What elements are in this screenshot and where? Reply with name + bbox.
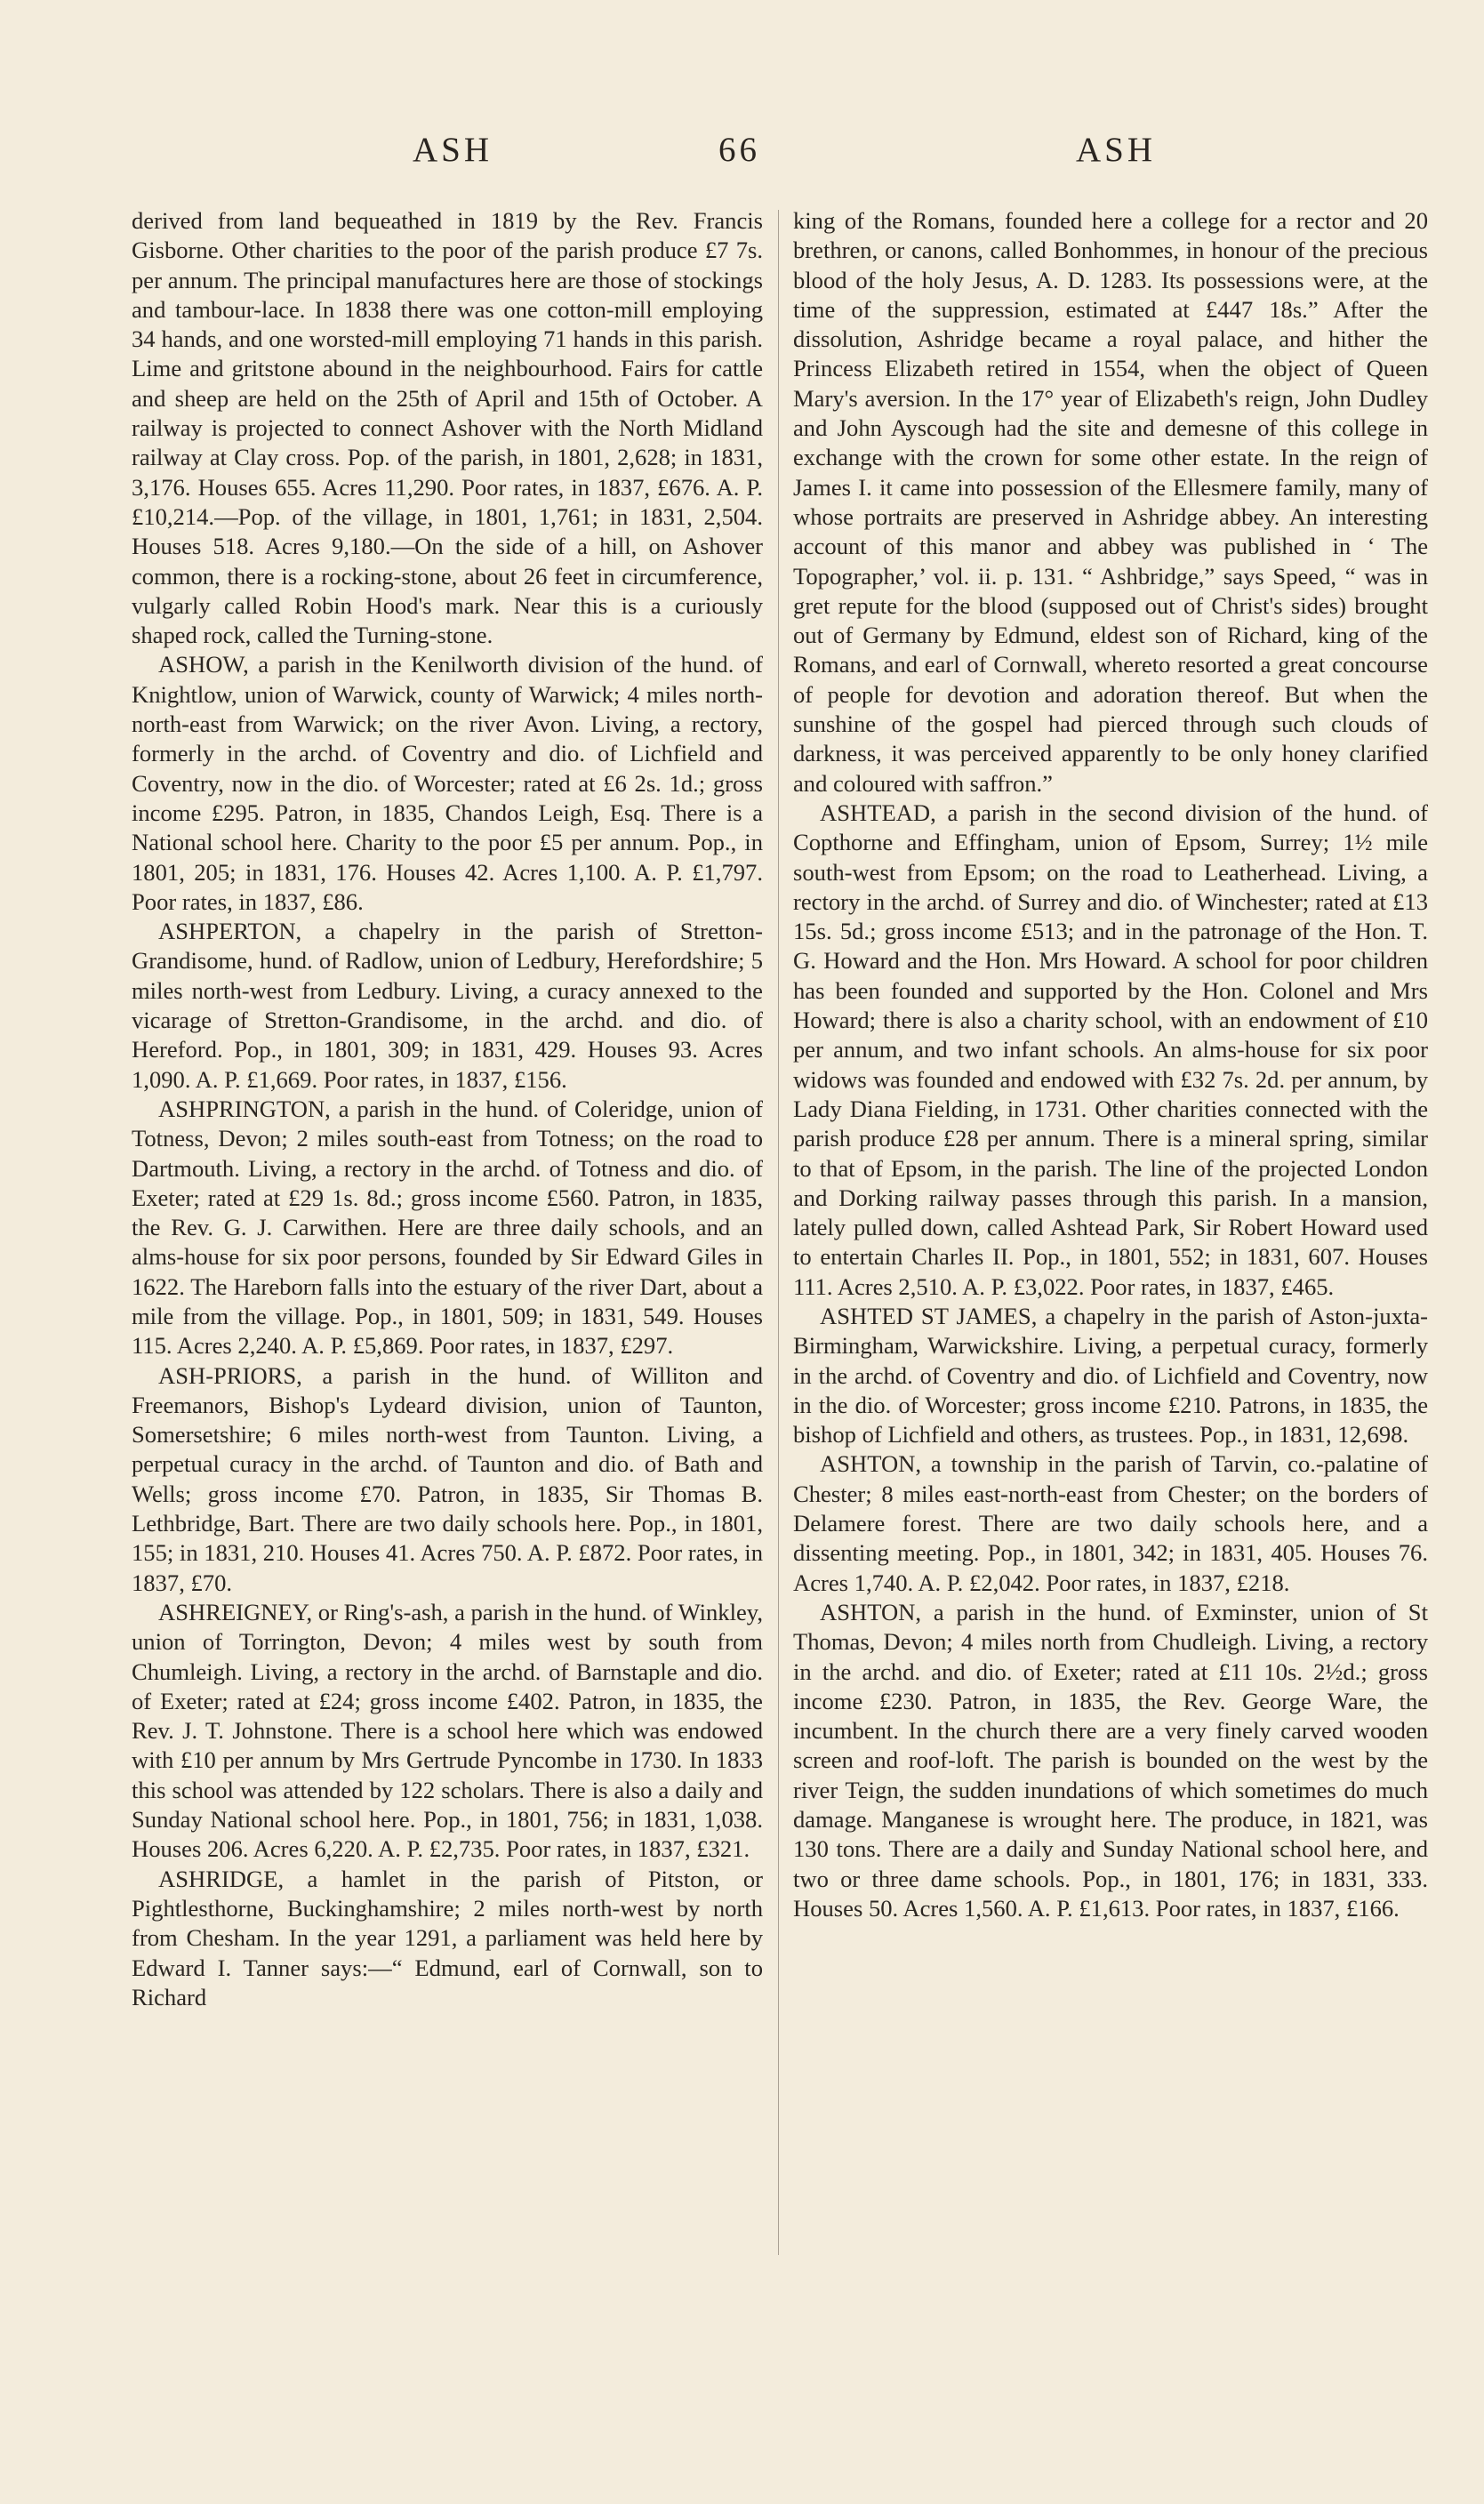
entry-ashover-continued: derived from land bequeathed in 1819 by the Rev. Francis Gisborne. Other charities to the poor of the parish produce £7 7s. per annum. The principal manufactures here are those of stockings and tambour-lace. In 1838 there was one cotton-mill employing 34 hands, and one worsted-mill employing 71 hands in this parish. Lime and gritstone abound in the neighbourhood. Fairs for cattle and sheep are held on the 25th of April and 15th of October. A railway is projected to connect Ashover with the North Midland railway at Clay cross. Pop. of the parish, in 1801, 2,628; in 1831, 3,176. Houses 655. Acres 11,290. Poor rates, in 1837, £676. A. P. £10,214.—Pop. of the village, in 1801, 1,761; in 1831, 2,504. Houses 518. Acres 9,180.—On the side of a hill, on Ashover common, there is a rocking-stone, about 26 feet in circumference, vulgarly called Robin Hood's mark. Near this is a curiously shaped rock, called the Turning-stone. bbox=[132, 207, 763, 649]
running-head-right: ASH bbox=[1076, 131, 1157, 169]
running-head-left: ASH bbox=[413, 131, 493, 169]
entry-ashprington: ASHPRINGTON, a parish in the hund. of Coleridge, union of Totness, Devon; 2 miles south-east from Totness; on the road to Dartmouth. Living, a rectory in the archd. of Totness and dio. of Exeter; rated at £29 1s. 8d.; gross income £560. Patron, in 1835, the Rev. G. J. Carwithen. Here are three daily schools, and an alms-house for six poor persons, founded by Sir Edward Giles in 1622. The Hareborn falls into the estuary of the river Dart, about a mile from the village. Pop., in 1801, 509; in 1831, 549. Houses 115. Acres 2,240. A. P. £5,869. Poor rates, in 1837, £297. bbox=[132, 1095, 763, 1360]
entry-ashreigney: ASHREIGNEY, or Ring's-ash, a parish in the hund. of Winkley, union of Torrington, Devon; 4 miles west by south from Chumleigh. Living, a rectory in the archd. of Barnstaple and dio. of Exeter; rated at £24; gross income £402. Patron, in 1835, the Rev. J. T. Johnstone. There is a school here which was endowed with £10 per annum by Mrs Gertrude Pyncombe in 1730. In 1833 this school was attended by 122 scholars. There is also a daily and Sunday National school here. Pop., in 1801, 756; in 1831, 1,038. Houses 206. Acres 6,220. A. P. £2,735. Poor rates, in 1837, £321. bbox=[132, 1598, 763, 1863]
entry-ashridge-continued: king of the Romans, founded here a college for a rector and 20 brethren, or canons, called Bonhommes, in honour of the precious blood of the holy Jesus, A. D. 1283. Its possessions were, at the time of the suppression, estimated at £447 18s.” After the dissolution, Ashridge became a royal palace, and hither the Princess Elizabeth retired in 1554, when the object of Queen Mary's aversion. In the 17° year of Elizabeth's reign, John Dudley and John Ayscough had the site and demesne of this college in exchange with the crown for some other estate. In the reign of James I. it came into possession of the Ellesmere family, many of whose portraits are preserved in Ashridge abbey. An interesting account of this manor and abbey was published in ‘ The Topographer,’ vol. ii. p. 131. “ Ashbridge,” says Speed, “ was in gret repute for the blood (supposed out of Christ's sides) brought out of Germany by Edmund, eldest son of Richard, king of the Romans, and earl of Cornwall, whereto resorted a great concourse of people for devotion and adoration thereof. But when the sunshine of the gospel had pierced through such clouds of darkness, it was perceived apparently to be only honey clarified and coloured with saffron.” bbox=[793, 207, 1428, 797]
entry-ash-priors: ASH-PRIORS, a parish in the hund. of Williton and Freemanors, Bishop's Lydeard division, union of Taunton, Somersetshire; 6 miles north-west from Taunton. Living, a perpetual curacy in the archd. of Taunton and dio. of Bath and Wells; gross income £70. Patron, in 1835, Sir Thomas B. Lethbridge, Bart. There are two daily schools here. Pop., in 1801, 155; in 1831, 210. Houses 41. Acres 750. A. P. £872. Poor rates, in 1837, £70. bbox=[132, 1361, 763, 1596]
entry-ashton-exminster: ASHTON, a parish in the hund. of Exminster, union of St Thomas, Devon; 4 miles north from Chudleigh. Living, a rectory in the archd. and dio. of Exeter; rated at £11 10s. 2½d.; gross income £230. Patron, in 1835, the Rev. George Ware, the incumbent. In the church there are a very finely carved wooden screen and roof-loft. The parish is bounded on the west by the river Teign, the sudden inundations of which sometimes do much damage. Manganese is wrought here. The produce, in 1821, was 130 tons. There are a daily and Sunday National school here, and two or three dame schools. Pop., in 1801, 176; in 1831, 333. Houses 50. Acres 1,560. A. P. £1,613. Poor rates, in 1837, £166. bbox=[793, 1598, 1428, 1922]
entry-ashow: ASHOW, a parish in the Kenilworth division of the hund. of Knightlow, union of Warwick, county of Warwick; 4 miles north-north-east from Warwick; on the river Avon. Living, a rectory, formerly in the archd. of Coventry and dio. of Lichfield and Coventry, now in the dio. of Worcester; rated at £6 2s. 1d.; gross income £295. Patron, in 1835, Chandos Leigh, Esq. There is a National school here. Charity to the poor £5 per annum. Pop., in 1801, 205; in 1831, 176. Houses 42. Acres 1,100. A. P. £1,797. Poor rates, in 1837, £86. bbox=[132, 651, 763, 915]
right-column bbox=[793, 206, 1428, 1923]
column-divider bbox=[778, 210, 779, 2255]
entry-ashted-st-james: ASHTED ST JAMES, a chapelry in the parish of Aston-juxta-Birmingham, Warwickshire. Living, a perpetual curacy, formerly in the archd. of Coventry and dio. of Lichfield and Coventry, now in the dio. of Worcester; gross income £210. Patrons, in 1835, the bishop of Lichfield and others, as trustees. Pop., in 1831, 12,698. bbox=[793, 1302, 1428, 1449]
entry-ashton-tarvin: ASHTON, a township in the parish of Tarvin, co.-palatine of Chester; 8 miles east-north-east from Chester; on the borders of Delamere forest. There are two daily schools here, and a dissenting meeting. Pop., in 1801, 342; in 1831, 405. Houses 76. Acres 1,740. A. P. £2,042. Poor rates, in 1837, £218. bbox=[793, 1450, 1428, 1596]
left-column bbox=[132, 206, 763, 2012]
page-number: 66 bbox=[718, 131, 760, 169]
entry-ashperton: ASHPERTON, a chapelry in the parish of Stretton-Grandisome, hund. of Radlow, union of Ledbury, Herefordshire; 5 miles north-west from Ledbury. Living, a curacy annexed to the vicarage of Stretton-Grandisome, in the archd. and dio. of Hereford. Pop., in 1801, 309; in 1831, 429. Houses 93. Acres 1,090. A. P. £1,669. Poor rates, in 1837, £156. bbox=[132, 918, 763, 1093]
entry-ashtead: ASHTEAD, a parish in the second division of the hund. of Copthorne and Effingham, union of Epsom, Surrey; 1½ mile south-west from Epsom; on the road to Leatherhead. Living, a rectory in the archd. of Surrey and dio. of Winchester; rated at £13 15s. 5d.; gross income £513; and in the patronage of the Hon. T. G. Howard and the Hon. Mrs Howard. A school for poor children has been founded and supported by the Hon. Colonel and Mrs Howard; there is also a charity school, with an endowment of £10 per annum, and two infant schools. An alms-house for six poor widows was founded and endowed with £32 7s. 2d. per annum, by Lady Diana Fielding, in 1731. Other charities connected with the parish produce £28 per annum. There is a mineral spring, similar to that of Epsom, in the parish. The line of the projected London and Dorking railway passes through this parish. In a mansion, lately pulled down, called Ashtead Park, Sir Robert Howard used to entertain Charles II. Pop., in 1801, 552; in 1831, 607. Houses 111. Acres 2,510. A. P. £3,022. Poor rates, in 1837, £465. bbox=[793, 799, 1428, 1300]
entry-ashridge: ASHRIDGE, a hamlet in the parish of Pitston, or Pightlesthorne, Buckinghamshire; 2 miles north-west by north from Chesham. In the year 1291, a parliament was held here by Edward I. Tanner says:—“ Edmund, earl of Cornwall, son to Richard bbox=[132, 1865, 763, 2010]
